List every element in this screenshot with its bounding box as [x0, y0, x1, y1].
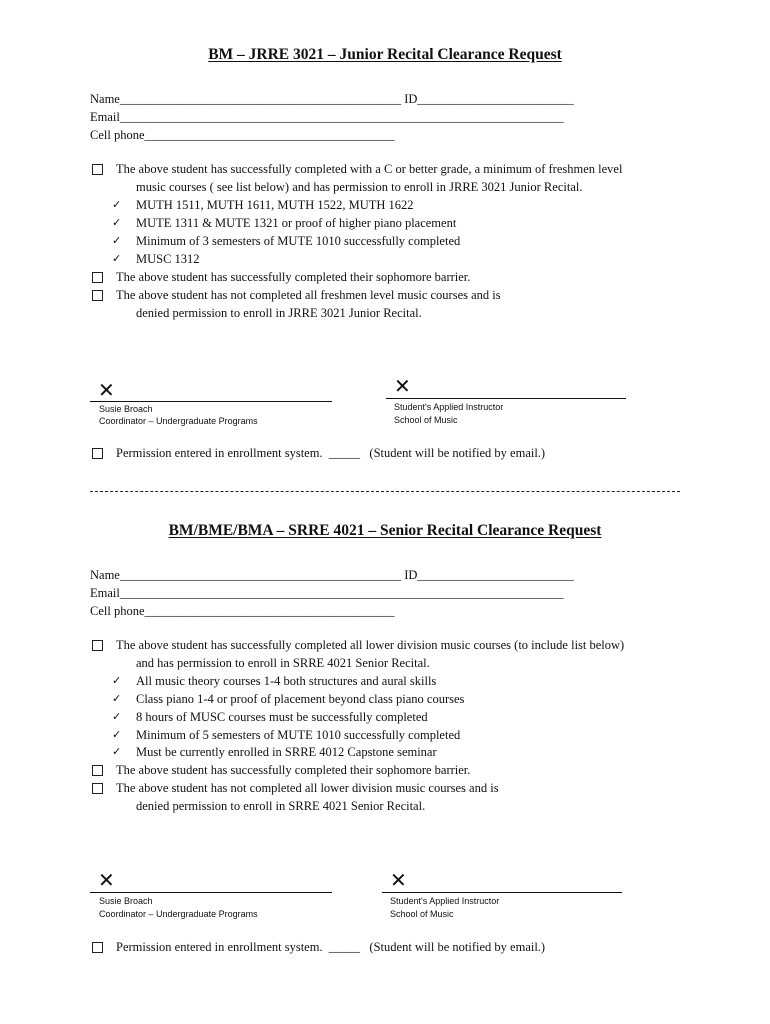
checkmark-icon: ✓	[112, 198, 122, 211]
junior-permission-text: Permission entered in enrollment system. _____ (Student will be notified by email.)	[116, 446, 546, 460]
senior-instructor-signature-line[interactable]	[382, 892, 622, 893]
junior-option2-checkbox[interactable]	[92, 272, 103, 283]
junior-permission-checkbox[interactable]	[92, 448, 103, 459]
senior-req-2: Class piano 1-4 or proof of placement beyond class piano courses	[136, 692, 465, 706]
senior-option3-text-cont: denied permission to enroll in SRRE 4021 Senior Recital.	[136, 799, 426, 813]
senior-coordinator-title: Coordinator – Undergraduate Programs	[99, 909, 258, 919]
junior-option1-text-cont: music courses ( see list below) and has permission to enroll in JRRE 3021 Junior Recital.	[136, 180, 583, 194]
senior-title: BM/BME/BMA – SRRE 4021 – Senior Recital Clearance Request	[168, 522, 602, 539]
junior-option3-text: The above student has not completed all freshmen level music courses and is	[116, 288, 501, 302]
senior-req-1: All music theory courses 1-4 both structures and aural skills	[136, 674, 437, 688]
checkmark-icon: ✓	[112, 234, 122, 247]
senior-email-field[interactable]: Email_______________________________________________________________________	[90, 586, 564, 600]
junior-req-1: MUTH 1511, MUTH 1611, MUTH 1522, MUTH 1622	[136, 198, 414, 212]
senior-option1-checkbox[interactable]	[92, 640, 103, 651]
senior-option3-checkbox[interactable]	[92, 783, 103, 794]
junior-req-3: Minimum of 3 semesters of MUTE 1010 successfully completed	[136, 234, 461, 248]
senior-option3-text: The above student has not completed all lower division music courses and is	[116, 781, 499, 795]
checkmark-icon: ✓	[112, 674, 122, 687]
x-mark-icon: ✕	[98, 378, 115, 402]
senior-coordinator-signature-line[interactable]	[90, 892, 332, 893]
checkmark-icon: ✓	[112, 692, 122, 705]
junior-coordinator-signature-line[interactable]	[90, 401, 332, 402]
senior-req-3: 8 hours of MUSC courses must be successfully completed	[136, 710, 428, 724]
checkmark-icon: ✓	[112, 710, 122, 723]
senior-instructor-name: Student's Applied Instructor	[390, 896, 500, 906]
junior-phone-field[interactable]: Cell phone________________________________________	[90, 128, 395, 142]
junior-req-2: MUTE 1311 & MUTE 1321 or proof of higher piano placement	[136, 216, 457, 230]
senior-option2-checkbox[interactable]	[92, 765, 103, 776]
checkmark-icon: ✓	[112, 252, 122, 265]
junior-instructor-title: School of Music	[394, 415, 458, 425]
x-mark-icon: ✕	[390, 868, 407, 892]
senior-option1-text-cont: and has permission to enroll in SRRE 4021 Senior Recital.	[136, 656, 430, 670]
senior-instructor-title: School of Music	[390, 909, 454, 919]
checkmark-icon: ✓	[112, 216, 122, 229]
section-divider	[90, 491, 680, 492]
checkmark-icon: ✓	[112, 745, 122, 758]
checkmark-icon: ✓	[112, 728, 122, 741]
senior-permission-text: Permission entered in enrollment system. _____ (Student will be notified by email.)	[116, 940, 546, 954]
junior-req-4: MUSC 1312	[136, 252, 200, 266]
junior-option3-checkbox[interactable]	[92, 290, 103, 301]
junior-instructor-signature-line[interactable]	[386, 398, 626, 399]
junior-option2-text: The above student has successfully completed their sophomore barrier.	[116, 270, 471, 284]
senior-coordinator-name: Susie Broach	[99, 896, 153, 906]
junior-coordinator-name: Susie Broach	[99, 404, 153, 414]
junior-option1-checkbox[interactable]	[92, 164, 103, 175]
senior-req-5: Must be currently enrolled in SRRE 4012 Capstone seminar	[136, 745, 437, 759]
junior-option1-text: The above student has successfully completed with a C or better grade, a minimum of freshmen level	[116, 162, 623, 176]
senior-option2-text: The above student has successfully completed their sophomore barrier.	[116, 763, 471, 777]
senior-name-field[interactable]: Name_____________________________________________ ID_________________________	[90, 568, 574, 582]
junior-title: BM – JRRE 3021 – Junior Recital Clearance Request	[208, 46, 562, 63]
junior-option3-text-cont: denied permission to enroll in JRRE 3021 Junior Recital.	[136, 306, 422, 320]
junior-instructor-name: Student's Applied Instructor	[394, 402, 504, 412]
senior-permission-checkbox[interactable]	[92, 942, 103, 953]
senior-option1-text: The above student has successfully completed all lower division music courses (to include list below)	[116, 638, 625, 652]
senior-req-4: Minimum of 5 semesters of MUTE 1010 successfully completed	[136, 728, 461, 742]
junior-coordinator-title: Coordinator – Undergraduate Programs	[99, 416, 258, 426]
x-mark-icon: ✕	[394, 374, 411, 398]
junior-name-field[interactable]: Name_____________________________________________ ID_________________________	[90, 92, 574, 106]
senior-phone-field[interactable]: Cell phone________________________________________	[90, 604, 395, 618]
x-mark-icon: ✕	[98, 868, 115, 892]
junior-email-field[interactable]: Email_______________________________________________________________________	[90, 110, 564, 124]
